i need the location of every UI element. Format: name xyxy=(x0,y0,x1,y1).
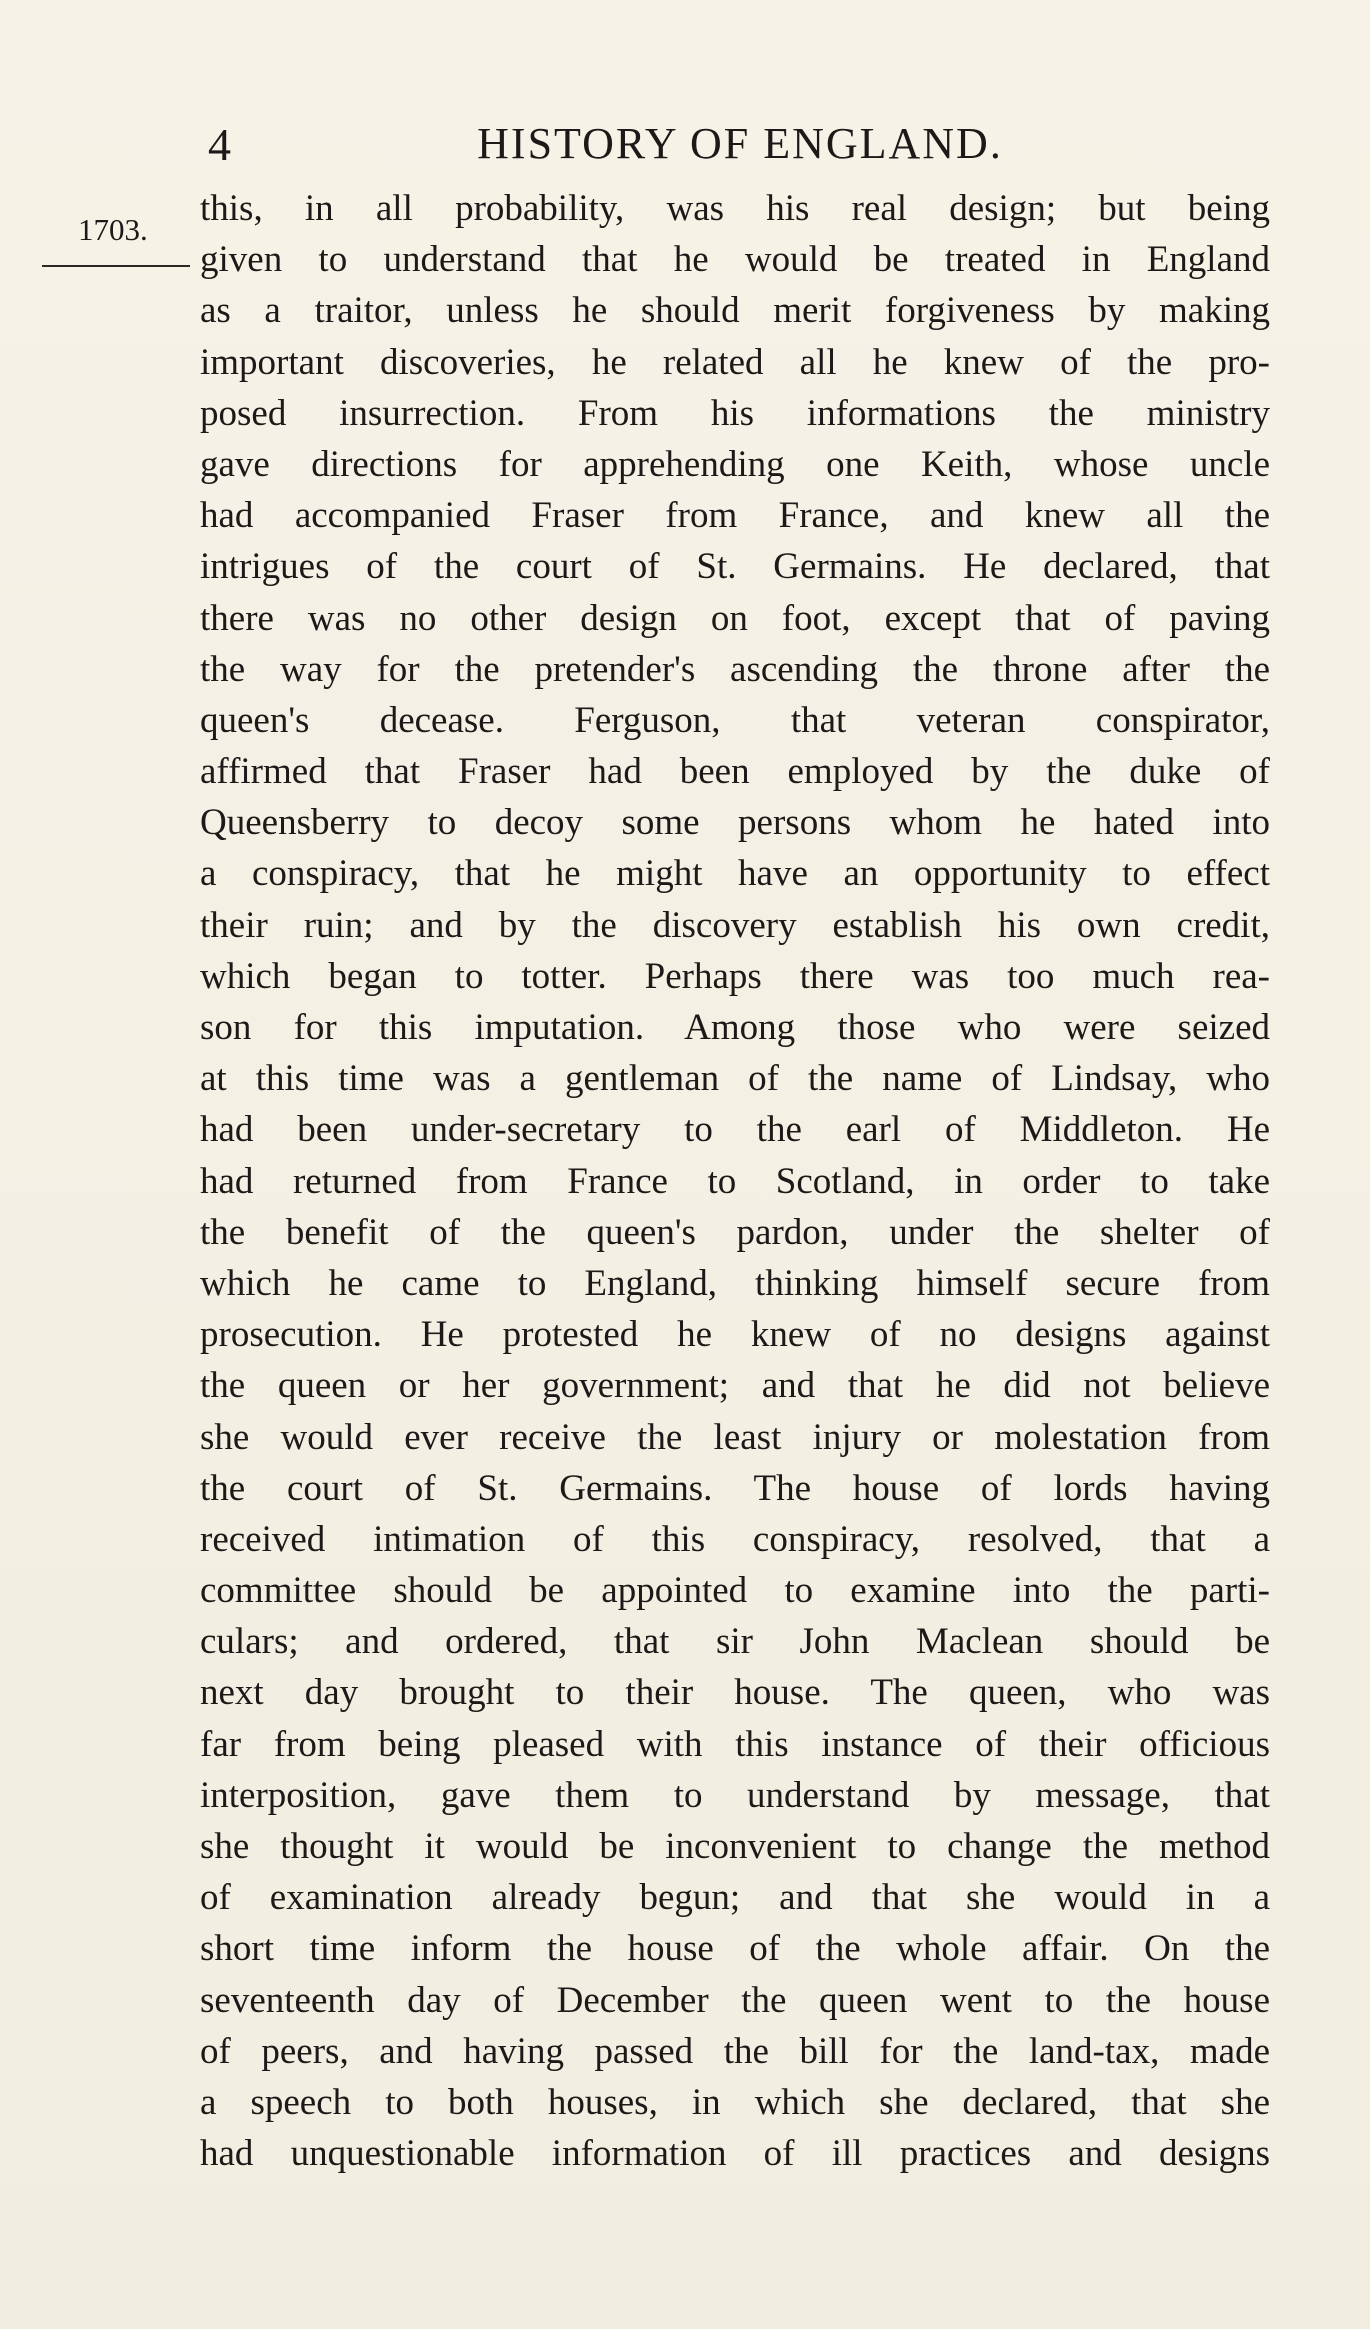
text-line: culars; and ordered, that sir John Maclean should be xyxy=(200,1621,1270,1663)
text-line: next day brought to their house. The queen, who was xyxy=(200,1672,1270,1714)
text-line: had unquestionable information of ill practices and designs xyxy=(200,2133,1270,2175)
text-line: son for this imputation. Among those who were seized xyxy=(200,1007,1270,1048)
text-line: their ruin; and by the discovery establish his own credit, xyxy=(200,904,1270,946)
body-text xyxy=(200,183,1270,2179)
text-line: a conspiracy, that he might have an opportunity to effect xyxy=(200,853,1270,895)
text-line: she would ever receive the least injury or molestation from xyxy=(200,1416,1270,1458)
text-line: received intimation of this conspiracy, resolved, that a xyxy=(200,1518,1270,1560)
text-line: queen's decease. Ferguson, that veteran conspirator, xyxy=(200,699,1270,741)
text-line: she thought it would be inconvenient to change the method xyxy=(200,1826,1270,1867)
margin-rule xyxy=(42,265,190,267)
text-line: Queensberry to decoy some persons whom he hated into xyxy=(200,802,1270,844)
text-line: had accompanied Fraser from France, and knew all the xyxy=(200,495,1270,537)
text-line: the benefit of the queen's pardon, under the shelter of xyxy=(200,1211,1270,1253)
text-line: the queen or her government; and that he did not believe xyxy=(200,1365,1270,1407)
margin-year-note: 1703. xyxy=(78,212,148,247)
text-line: far from being pleased with this instance of their officious xyxy=(200,1723,1270,1765)
text-line: this, in all probability, was his real design; but being xyxy=(200,188,1270,229)
text-line: intrigues of the court of St. Germains. He declared, that xyxy=(200,546,1270,588)
text-line: interposition, gave them to understand by message, that xyxy=(200,1774,1270,1816)
text-line: affirmed that Fraser had been employed by the duke of xyxy=(200,751,1270,793)
text-line: important discoveries, he related all he knew of the pro- xyxy=(200,341,1270,383)
text-line: given to understand that he would be treated in England xyxy=(200,239,1270,281)
text-line: a speech to both houses, in which she declared, that she xyxy=(200,2081,1270,2123)
text-line: prosecution. He protested he knew of no designs against xyxy=(200,1314,1270,1356)
text-line: posed insurrection. From his informations the ministry xyxy=(200,392,1270,434)
text-line: which he came to England, thinking himself secure from xyxy=(200,1262,1270,1304)
text-line: had been under-secretary to the earl of Middleton. He xyxy=(200,1109,1270,1151)
text-line: at this time was a gentleman of the name of Lindsay, who xyxy=(200,1058,1270,1100)
text-line: short time inform the house of the whole affair. On the xyxy=(200,1928,1270,1970)
text-line: which began to totter. Perhaps there was too much rea- xyxy=(200,955,1270,997)
text-line: there was no other design on foot, except that of paving xyxy=(200,597,1270,639)
text-line: the way for the pretender's ascending the throne after the xyxy=(200,648,1270,690)
text-line: of examination already begun; and that she would in a xyxy=(200,1877,1270,1919)
text-line: committee should be appointed to examine into the parti- xyxy=(200,1570,1270,1612)
page-title: HISTORY OF ENGLAND. xyxy=(477,119,1003,168)
text-line: had returned from France to Scotland, in order to take xyxy=(200,1160,1270,1202)
text-line: as a traitor, unless he should merit forgiveness by making xyxy=(200,290,1270,332)
running-head xyxy=(200,112,1280,172)
page-number: 4 xyxy=(208,119,231,170)
text-line: the court of St. Germains. The house of lords having xyxy=(200,1467,1270,1509)
text-line: seventeenth day of December the queen went to the house xyxy=(200,1979,1270,2021)
text-line: of peers, and having passed the bill for the land-tax, made xyxy=(200,2030,1270,2072)
text-line: gave directions for apprehending one Keith, whose uncle xyxy=(200,443,1270,485)
